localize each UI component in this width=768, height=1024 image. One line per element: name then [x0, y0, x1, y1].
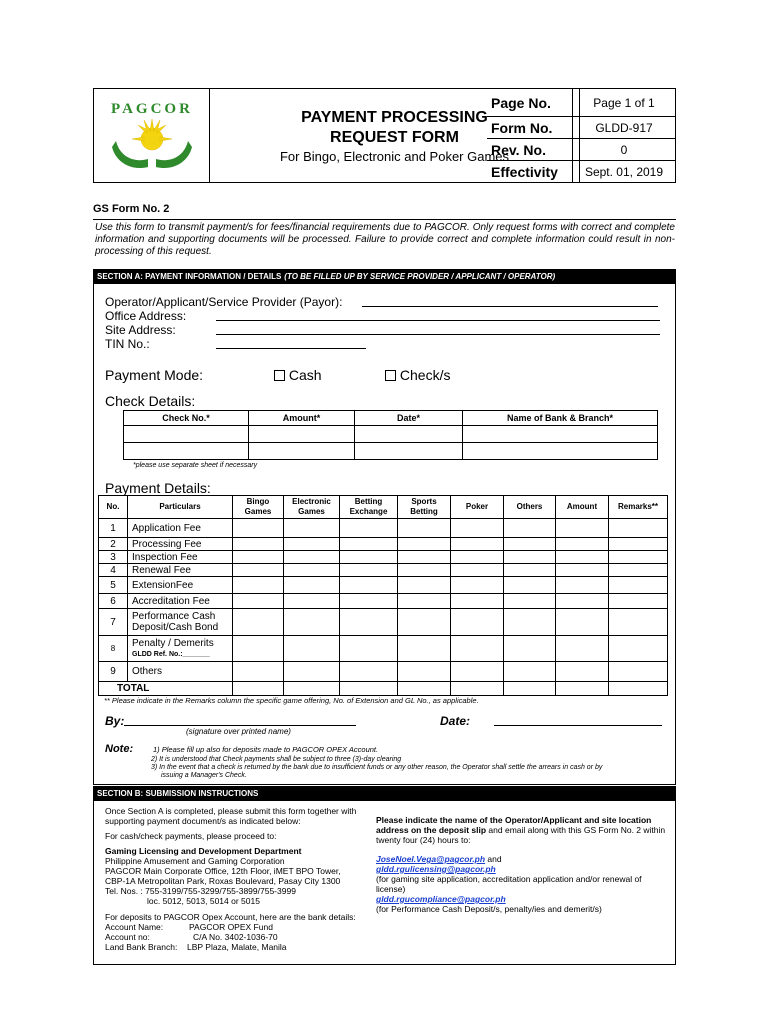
form-subtitle: For Bingo, Electronic and Poker Games [279, 149, 510, 164]
col-particulars: Particulars [128, 496, 233, 519]
opex-instruction: For deposits to PAGCOR Opex Account, here are the bank details: [105, 912, 356, 922]
row-particular: Application Fee [128, 519, 233, 538]
cell[interactable] [233, 594, 284, 609]
account-name-row [105, 922, 363, 932]
table-row [99, 564, 668, 577]
account-no-value: C/A No. 3402-1036-70 [193, 932, 278, 942]
cell[interactable] [556, 551, 609, 564]
cell[interactable] [504, 636, 556, 662]
branch-value: LBP Plaza, Malate, Manila [187, 942, 287, 952]
table-row [124, 443, 658, 460]
cell[interactable] [609, 682, 668, 696]
col-poker: Poker [451, 496, 504, 519]
address-line: CBP-1A Metropolitan Park, Roxas Boulevard, Pasay City 1300 [105, 876, 341, 886]
check-note: *please use separate sheet if necessary [133, 462, 258, 469]
row-particular: Others [128, 662, 233, 682]
cell[interactable] [340, 609, 398, 636]
row-particular: Renewal Fee [128, 564, 233, 577]
cell[interactable] [340, 636, 398, 662]
meta-value: GLDD-917 [595, 120, 653, 135]
cell[interactable] [284, 577, 340, 594]
cell[interactable] [340, 682, 398, 696]
col-bingo: Bingo Games [233, 496, 284, 519]
cell[interactable] [504, 577, 556, 594]
cell[interactable] [284, 538, 340, 551]
cell[interactable] [556, 609, 609, 636]
row-no: 6 [99, 594, 128, 609]
cell[interactable] [609, 564, 668, 577]
payment-details-label: Payment Details: [105, 480, 211, 496]
cell[interactable] [233, 662, 284, 682]
total-row [99, 682, 668, 696]
cell[interactable] [609, 538, 668, 551]
row-no: 1 [99, 519, 128, 538]
col-remarks: Remarks** [609, 496, 668, 519]
cell[interactable] [284, 551, 340, 564]
row-no: 2 [99, 538, 128, 551]
meta-value: Page 1 of 1 [593, 95, 655, 110]
office-address-label: Office Address: [105, 309, 187, 323]
meta-table [487, 89, 675, 182]
submission-intro: Once Section A is completed, please submit this form together with supporting payment document/s as indicated below: [105, 806, 357, 826]
col-check-no: Check No.* [124, 411, 249, 426]
meta-label: Page No. [487, 89, 573, 116]
cell[interactable] [504, 662, 556, 682]
branch-label: Land Bank Branch: [105, 942, 178, 952]
col-no: No. [99, 496, 128, 519]
cell[interactable] [451, 594, 504, 609]
form-header [93, 88, 676, 183]
cell[interactable] [233, 636, 284, 662]
cell[interactable] [609, 609, 668, 636]
pagcor-logo [94, 89, 210, 182]
email-link-compliance[interactable]: gldd.rgucompliance@pagcor.ph [376, 894, 506, 904]
cell[interactable] [609, 519, 668, 538]
row-particular [128, 636, 233, 662]
meta-label: Form No. [487, 117, 573, 138]
note-label: Note: [105, 743, 134, 755]
cell[interactable] [556, 662, 609, 682]
cell[interactable] [451, 538, 504, 551]
site-address-field[interactable] [216, 323, 660, 335]
cell[interactable] [233, 564, 284, 577]
cell[interactable] [233, 538, 284, 551]
cell[interactable] [451, 636, 504, 662]
cell[interactable] [609, 594, 668, 609]
check-details-label: Check Details: [105, 393, 196, 409]
col-others: Others [504, 496, 556, 519]
by-label: By: [105, 714, 125, 728]
cell[interactable] [124, 426, 249, 443]
checks-label: Check/s [399, 367, 451, 383]
row-particular: Performance Cash Deposit/Cash Bond [128, 609, 233, 636]
account-no-label: Account no: [105, 932, 150, 942]
meta-label: Effectivity [487, 161, 573, 182]
check-details-table [123, 410, 658, 460]
row-no: 9 [99, 662, 128, 682]
cash-check-instruction: For cash/check payments, please proceed to: [105, 831, 277, 841]
cell[interactable] [124, 443, 249, 460]
meta-value: Sept. 01, 2019 [584, 164, 664, 179]
row-particular: Inspection Fee [128, 551, 233, 564]
note-2: 2) It is understood that Check payments shall be subject to three (3)-day clearing [151, 756, 402, 763]
table-row [99, 551, 668, 564]
gs-form-number: GS Form No. 2 [93, 203, 170, 215]
cell[interactable] [451, 551, 504, 564]
date-label: Date: [440, 714, 471, 728]
cell[interactable] [398, 577, 451, 594]
payor-field[interactable] [362, 295, 658, 307]
email-compliance-note: (for Performance Cash Deposit/s, penalty/ies and demerit/s) [376, 904, 602, 914]
gldd-ref-no: GLDD Ref. No.:_______ [132, 650, 210, 658]
cell[interactable] [284, 519, 340, 538]
cell[interactable] [249, 443, 355, 460]
cell[interactable] [233, 551, 284, 564]
payment-table-header [99, 496, 668, 519]
cell[interactable] [609, 551, 668, 564]
cell[interactable] [504, 538, 556, 551]
cell[interactable] [504, 682, 556, 696]
row-no: 4 [99, 564, 128, 577]
intro-text: Use this form to transmit payment/s for fees/financial requirements due to PAGCOR. Only request forms with correct and complete information and supporting documents will be processed. Failure to provide correct and complete information could result in non-processing of this request. [95, 222, 675, 257]
cell[interactable] [284, 636, 340, 662]
cash-checkbox[interactable] [274, 370, 285, 381]
cell[interactable] [398, 682, 451, 696]
table-row [99, 577, 668, 594]
cell[interactable] [556, 538, 609, 551]
cell[interactable] [556, 636, 609, 662]
checks-checkbox[interactable] [385, 370, 396, 381]
and-text: and [485, 854, 502, 864]
cell[interactable] [609, 636, 668, 662]
col-date: Date* [355, 411, 463, 426]
submission-right [376, 815, 666, 914]
note-3: 3) In the event that a check is returned by the bank due to insufficient funds or any other reason, the Operator shall settle the arrears in cash or by [151, 764, 603, 771]
cell[interactable] [340, 564, 398, 577]
cell[interactable] [398, 538, 451, 551]
row-no: 5 [99, 577, 128, 594]
row-no: 8 [99, 636, 128, 662]
cell[interactable] [355, 426, 463, 443]
meta-row-effectivity [487, 161, 675, 182]
cell[interactable] [340, 538, 398, 551]
site-address-label: Site Address: [105, 323, 176, 337]
cell[interactable] [284, 682, 340, 696]
address-line: PAGCOR Main Corporate Office, 12th Floor, iMET BPO Tower, [105, 866, 341, 876]
cell[interactable] [451, 519, 504, 538]
note-3-cont: issuing a Manager's Check. [161, 772, 247, 779]
cell[interactable] [504, 594, 556, 609]
row-no: 3 [99, 551, 128, 564]
col-betting-exchange: Betting Exchange [340, 496, 398, 519]
cell[interactable] [609, 662, 668, 682]
row-particular-label: Penalty / Demerits [132, 637, 214, 649]
department-name: Gaming Licensing and Development Department [105, 846, 302, 856]
col-amount: Amount [556, 496, 609, 519]
check-table-header [124, 411, 658, 426]
cell[interactable] [451, 577, 504, 594]
tin-field[interactable] [216, 337, 366, 349]
account-no-row [105, 932, 363, 942]
meta-label: Rev. No. [487, 139, 573, 160]
cell[interactable] [249, 426, 355, 443]
cell[interactable] [233, 577, 284, 594]
meta-row-form [487, 117, 675, 139]
col-electronic: Electronic Games [284, 496, 340, 519]
cell[interactable] [556, 577, 609, 594]
table-row [124, 426, 658, 443]
form-title-line1: PAYMENT PROCESSING [301, 109, 488, 126]
email-instruction [376, 815, 666, 845]
branch-row [105, 942, 363, 952]
payment-details-table [98, 495, 668, 696]
meta-row-page [487, 89, 675, 117]
cash-option[interactable] [274, 367, 322, 383]
section-b-title: SECTION B: SUBMISSION INSTRUCTIONS [97, 789, 259, 798]
cell[interactable] [340, 594, 398, 609]
section-a-title: SECTION A: PAYMENT INFORMATION / DETAILS [97, 272, 282, 281]
cell[interactable] [398, 551, 451, 564]
cell[interactable] [284, 564, 340, 577]
cell[interactable] [284, 609, 340, 636]
row-no: 7 [99, 609, 128, 636]
remarks-note: ** Please indicate in the Remarks column the specific game offering, No. of Extension and GL No., as applicable. [104, 696, 479, 705]
logo-cell [94, 89, 210, 182]
signature-caption: (signature over printed name) [186, 727, 291, 736]
email-link-vega[interactable]: JoseNoel.Vega@pagcor.ph [376, 854, 486, 864]
meta-value: 0 [620, 142, 628, 157]
section-a-note: (TO BE FILLED UP BY SERVICE PROVIDER / APPLICANT / OPERATOR) [284, 272, 556, 281]
cell[interactable] [398, 594, 451, 609]
cell[interactable] [233, 682, 284, 696]
cash-label: Cash [288, 367, 322, 383]
cell[interactable] [556, 682, 609, 696]
table-row [99, 538, 668, 551]
cell[interactable] [556, 594, 609, 609]
cell[interactable] [556, 564, 609, 577]
cell[interactable] [451, 609, 504, 636]
note-1: 1) Please fill up also for deposits made to PAGCOR OPEX Account. [153, 745, 379, 754]
cell[interactable] [340, 551, 398, 564]
col-sports-betting: Sports Betting [398, 496, 451, 519]
telephone-numbers: Tel. Nos. : 755-3199/755-3299/755-3899/755-3999 [105, 886, 296, 896]
office-address-field[interactable] [216, 309, 660, 321]
local-numbers: loc. 5012, 5013, 5014 or 5015 [147, 896, 260, 906]
cell[interactable] [340, 662, 398, 682]
address-line: Philippine Amusement and Gaming Corporation [105, 856, 285, 866]
submission-left [105, 806, 363, 952]
row-particular: Accreditation Fee [128, 594, 233, 609]
cell[interactable] [451, 564, 504, 577]
payment-mode-label: Payment Mode: [105, 367, 204, 383]
cell[interactable] [463, 426, 658, 443]
table-row [99, 594, 668, 609]
account-name-label: Account Name: [105, 922, 164, 932]
tin-label: TIN No.: [105, 337, 150, 351]
cell[interactable] [233, 519, 284, 538]
total-label: TOTAL [99, 682, 233, 696]
cell[interactable] [340, 577, 398, 594]
cell[interactable] [504, 519, 556, 538]
cell[interactable] [556, 519, 609, 538]
checks-option[interactable] [385, 367, 450, 383]
col-bank-branch: Name of Bank & Branch* [463, 411, 658, 426]
cell[interactable] [463, 443, 658, 460]
form-title-line2: REQUEST FORM [330, 129, 459, 146]
cell[interactable] [504, 551, 556, 564]
svg-text:PAGCOR: PAGCOR [111, 101, 193, 117]
cell[interactable] [398, 662, 451, 682]
table-row [99, 662, 668, 682]
cell[interactable] [609, 577, 668, 594]
cell[interactable] [284, 662, 340, 682]
table-row [99, 609, 668, 636]
col-amount: Amount* [249, 411, 355, 426]
email-row-1 [376, 854, 666, 864]
cell[interactable] [233, 609, 284, 636]
cell[interactable] [340, 519, 398, 538]
email-licensing-note: (for gaming site application, accreditation application and/or renewal of license) [376, 874, 642, 894]
divider [93, 219, 676, 220]
table-row [99, 636, 668, 662]
cell[interactable] [398, 636, 451, 662]
cell[interactable] [504, 564, 556, 577]
account-name-value: PAGCOR OPEX Fund [189, 922, 273, 932]
table-row [99, 519, 668, 538]
cell[interactable] [504, 609, 556, 636]
cell[interactable] [451, 662, 504, 682]
payor-label: Operator/Applicant/Service Provider (Payor): [105, 295, 343, 309]
cell[interactable] [398, 609, 451, 636]
cell[interactable] [284, 594, 340, 609]
row-particular: ExtensionFee [128, 577, 233, 594]
cell[interactable] [355, 443, 463, 460]
cell[interactable] [398, 564, 451, 577]
email-link-licensing[interactable]: gldd.rgulicensing@pagcor.ph [376, 864, 496, 874]
date-field[interactable] [494, 714, 662, 726]
row-particular: Processing Fee [128, 538, 233, 551]
cell[interactable] [451, 682, 504, 696]
signature-field[interactable] [124, 714, 356, 726]
meta-row-rev [487, 139, 675, 161]
email-instruction-rest: and email along with this GS Form No. 2 within twenty four (24) hours to: [376, 825, 666, 845]
cell[interactable] [398, 519, 451, 538]
email-instruction-bold: Please indicate the name of the Operator/Applicant and site location address on the deposit slip [376, 815, 652, 835]
